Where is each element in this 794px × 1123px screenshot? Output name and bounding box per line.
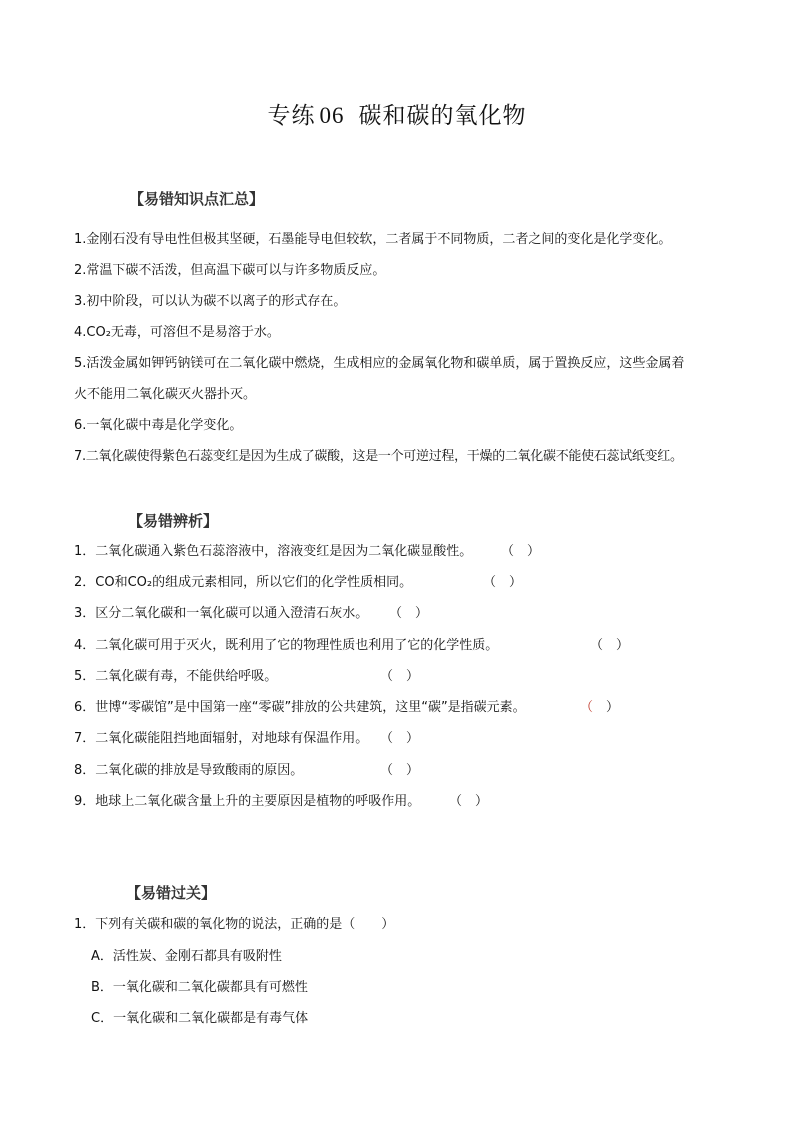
- knowledge-item-2: 2.常温下碳不活泼，但高温下碳可以与许多物质反应。: [74, 263, 386, 278]
- practice-question-1: 1．下列有关碳和碳的氧化物的说法，正确的是（ ）: [74, 917, 395, 932]
- knowledge-item-3: 3.初中阶段，可以认为碳不以离子的形式存在。: [74, 294, 347, 309]
- page-title: [0, 97, 794, 130]
- section-heading-practice: 【易错过关】: [126, 884, 217, 902]
- knowledge-item-5-cont: 火不能用二氧化碳灭火器扑灭。: [74, 387, 257, 402]
- analysis-item-5: 5．二氧化碳有毒，不能供给呼吸。: [74, 669, 278, 684]
- title-number: 06: [319, 103, 345, 128]
- option-a: A．活性炭、金刚石都具有吸附性: [91, 949, 282, 964]
- title-prefix: 专练: [267, 103, 316, 129]
- analysis-item-8: 8．二氧化碳的排放是导致酸雨的原因。: [74, 763, 304, 778]
- answer-paren-2: （ ）: [483, 575, 523, 590]
- answer-paren-8: （ ）: [380, 763, 420, 778]
- title-topic: 碳和碳的氧化物: [358, 103, 527, 129]
- knowledge-item-1: 1.金刚石没有导电性但极其坚硬，石墨能导电但较软，二者属于不同物质，二者之间的变化是化学变化。: [74, 232, 672, 247]
- answer-paren-9: （ ）: [449, 794, 489, 809]
- analysis-item-9: 9．地球上二氧化碳含量上升的主要原因是植物的呼吸作用。: [74, 794, 421, 809]
- analysis-item-3: 3．区分二氧化碳和一氧化碳可以通入澄清石灰水。: [74, 606, 369, 621]
- knowledge-item-4: 4.CO₂无毒，可溶但不是易溶于水。: [74, 325, 280, 340]
- analysis-item-7: 7．二氧化碳能阻挡地面辐射，对地球有保温作用。: [74, 731, 369, 746]
- option-b: B．一氧化碳和二氧化碳都具有可燃性: [91, 980, 308, 995]
- section-heading-knowledge: 【易错知识点汇总】: [129, 190, 265, 208]
- answer-paren-5: （ ）: [380, 669, 420, 684]
- knowledge-item-5: 5.活泼金属如钾钙钠镁可在二氧化碳中燃烧，生成相应的金属氧化物和碳单质，属于置换反应，这些金属着: [74, 356, 685, 371]
- section-heading-analysis: 【易错辨析】: [128, 512, 219, 530]
- answer-paren-4: （ ）: [590, 638, 630, 653]
- option-c: C．一氧化碳和二氧化碳都是有毒气体: [91, 1011, 309, 1026]
- answer-paren-6: （ ）: [580, 700, 620, 715]
- knowledge-item-6: 6.一氧化碳中毒是化学变化。: [74, 418, 243, 433]
- analysis-item-2: 2．CO和CO₂的组成元素相同，所以它们的化学性质相同。: [74, 575, 413, 590]
- answer-paren-3: （ ）: [389, 606, 429, 621]
- answer-paren-1: （ ）: [501, 544, 541, 559]
- answer-paren-7: （ ）: [380, 731, 420, 746]
- knowledge-item-7: 7.二氧化碳使得紫色石蕊变红是因为生成了碳酸，这是一个可逆过程，干燥的二氧化碳不能使石蕊试纸变红。: [74, 449, 683, 464]
- analysis-item-1: 1．二氧化碳通入紫色石蕊溶液中，溶液变红是因为二氧化碳显酸性。: [74, 544, 473, 559]
- analysis-item-6: 6．世博“零碳馆”是中国第一座“零碳”排放的公共建筑，这里“碳”是指碳元素。: [74, 700, 526, 715]
- analysis-item-4: 4．二氧化碳可用于灭火，既利用了它的物理性质也利用了它的化学性质。: [74, 638, 499, 653]
